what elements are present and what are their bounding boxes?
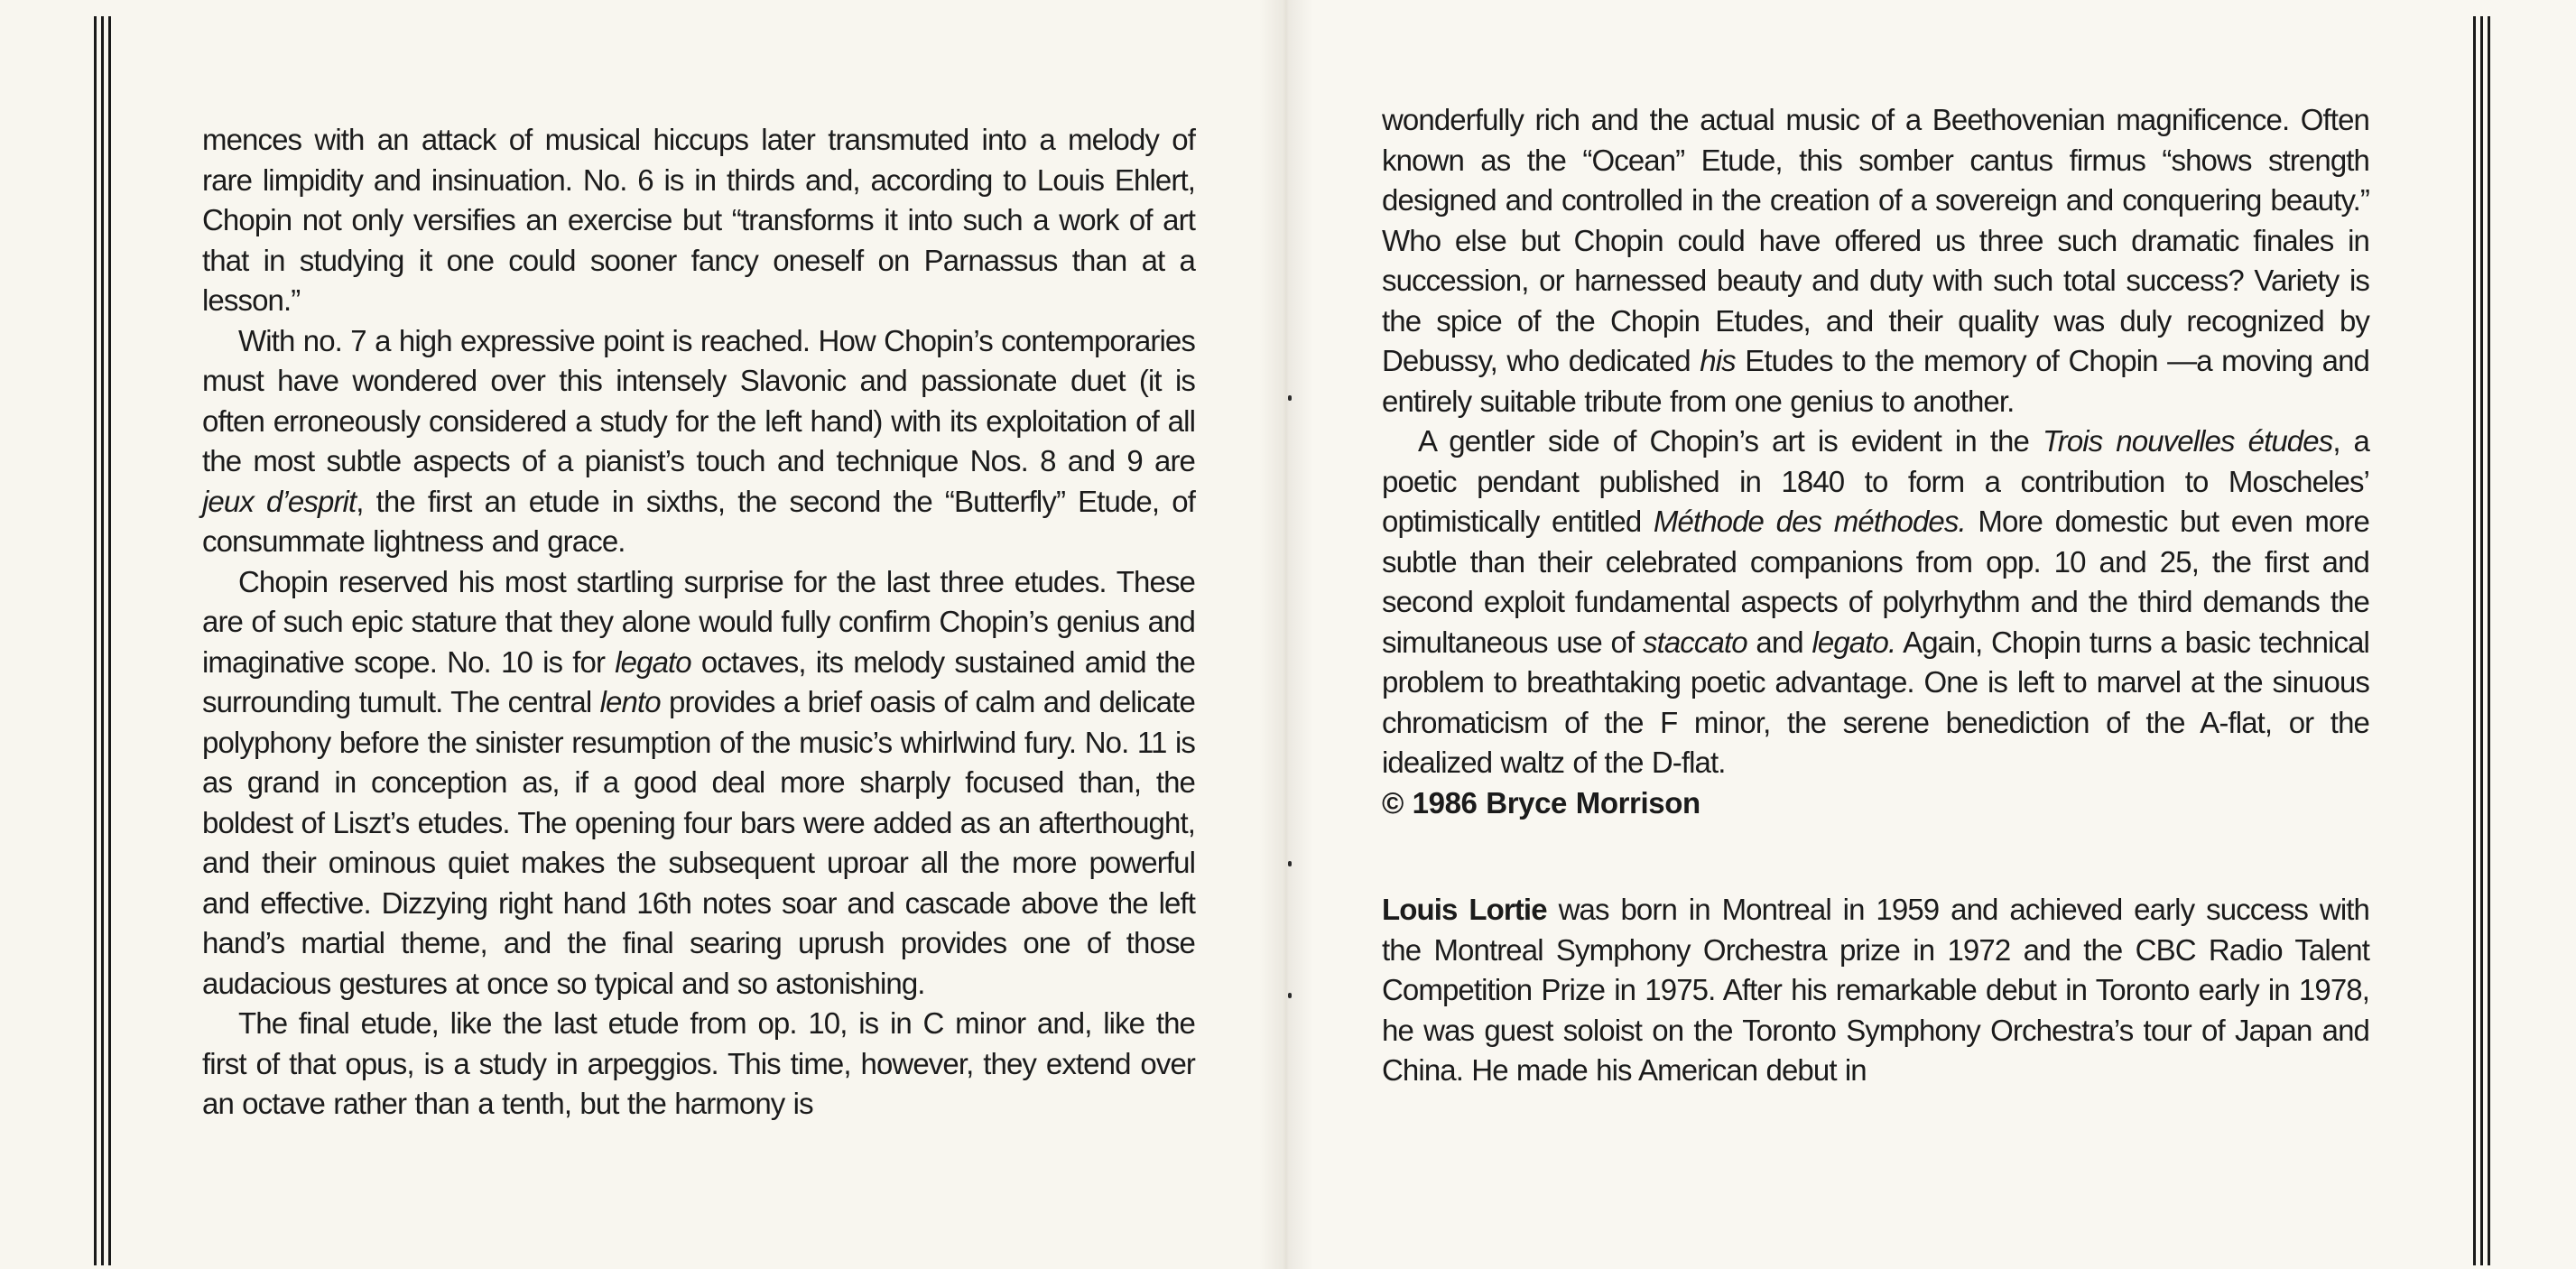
right-paragraph [1382,421,2369,783]
text-run: Etudes to the memory of Chopin —a moving and entirely suitable tribute from one genius to another. [1382,344,2369,418]
italic-term: his [1700,344,1736,377]
right-page-text [1382,100,2369,1091]
italic-term: lento [599,685,661,718]
left-paragraph [202,1004,1195,1125]
artist-bio [1382,890,2369,1091]
text-run: , the first an etude in sixths, the second the “Butterfly” Etude, of consummate lightness and grace. [202,484,1195,558]
text-run: wonderfully rich and the actual music of a Beethovenian magnificence. Often known as the “Ocean” Etude, this somber cantus firmus “shows strength designed and controlled in the creation of a sovereign and conquering beauty.” Who else but Chopin could have offered us three such dramatic finales in succession, or harnessed beauty and duty with such total success? Variety is the spice of the Chopin Etudes, and their quality was duly recognized by Debussy, who dedicated [1382,103,2369,377]
text-run: , a poetic pendant published in 1840 to form a contribution to Moscheles’ optimistically entitled [1382,424,2370,538]
artist-name: Louis Lortie [1382,893,1547,926]
text-run: mences with an attack of musical hiccups later transmuted into a melody of rare limpidity and insinuation. No. 6 is in thirds and, according to Louis Ehlert, Chopin not only versifies an exercise but “transforms it into such a work of art that in studying it one could sooner fancy oneself on Parnassus than at a lesson.” [202,123,1195,317]
text-run: A gentler side of Chopin’s art is evident in the [1418,424,2043,458]
text-run: With no. 7 a high expressive point is reached. How Chopin’s contemporaries must have wondered over this intensely Slavonic and passionate duet (it is often erroneously considered a study for the left hand) with its exploitation of all the most subtle aspects of a pianist’s touch and technique Nos. 8 and 9 are [202,323,1195,477]
text-run: More domestic but even more subtle than their celebrated companions from opp. 10 and 25, the first and second exploit fundamental aspects of polyrhythm and the third demands the simultaneous use of [1382,505,2369,659]
text-run: octaves, its melody sustained amid the surrounding tumult. The central [202,644,1196,718]
italic-term: legato [615,644,691,679]
italic-term: jeux d’esprit [202,484,357,518]
left-page-text [202,120,1195,1125]
left-paragraph [202,321,1195,562]
italic-term: legato. [1812,625,1896,659]
text-run: and [1747,625,1812,659]
italic-term: Trois nouvelles études [2042,424,2333,458]
text-run: Again, Chopin turns a basic technical problem to breathtaking poetic advantage. One is left to marvel at the sinuous chromaticism of the F minor, the serene benediction of the A-flat, or the idealized waltz of the D-flat. [1382,625,2369,779]
essay-credit: © 1986 Bryce Morrison [1382,785,1700,820]
text-run: Chopin reserved his most startling surprise for the last three etudes. These are of such epic stature that they alone would fully confirm Chopin’s genius and imaginative scope. No. 10 is for [202,564,1195,679]
right-paragraph [1382,100,2369,421]
left-paragraph [202,562,1195,1005]
text-run: The final etude, like the last etude from op. 10, is in C minor and, like the first of that opus, is a study in arpeggios. This time, however, they extend over an octave rather than a tenth, but the harmony is [202,1006,1195,1120]
text-run: provides a brief oasis of calm and delicate polyphony before the sinister resumption of the music’s whirlwind fury. No. 11 is as grand in conception as, if a good deal more sharply focused than, the boldest of Liszt’s etudes. The opening four bars were added as an afterthought, and their ominous quiet makes the subsequent uproar all the more powerful and effective. Dizzying right hand 16th notes soar and cascade above the left hand’s martial theme, and the final searing uprush provides one of those audacious gestures at once so typical and so astonishing. [202,685,1195,1000]
italic-term: staccato [1642,625,1747,659]
essay-conclusion [1382,100,2369,783]
left-border-rules [94,16,112,1265]
artist-bio-text: was born in Montreal in 1959 and achieved early success with the Montreal Symphony Orchestra prize in 1972 and the CBC Radio Talent Competition Prize in 1975. After his remarkable debut in Toronto early in 1978, he was guest soloist on the Toronto Symphony Orchestra’s tour of Japan and China. He made his American debut in [1382,893,2369,1087]
left-paragraph [202,120,1195,321]
center-fold [1259,0,1313,1269]
italic-term: Méthode des méthodes. [1653,505,1966,538]
right-border-rules [2473,16,2491,1265]
